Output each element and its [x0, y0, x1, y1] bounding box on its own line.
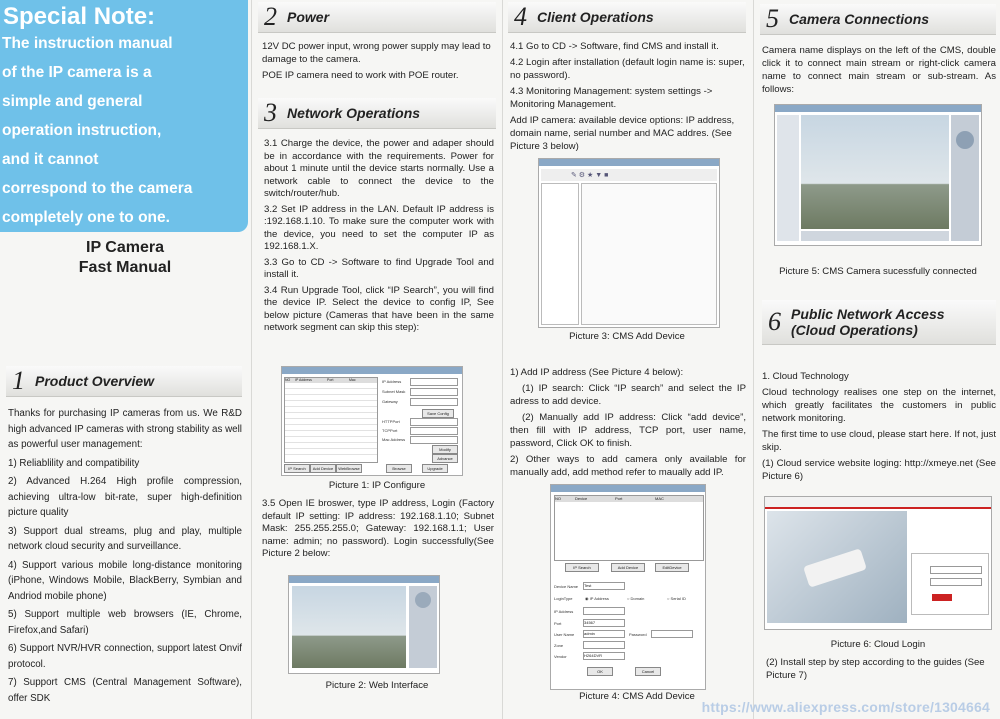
camera-text: Camera name displays on the left of the CMS, double click it to connect main stream or right-click camera name to connect main stream or sub-stream. As follows:	[762, 45, 996, 95]
table-header	[555, 496, 703, 502]
password-field[interactable]	[930, 578, 982, 586]
radio-domain[interactable]: ○ Domain	[627, 596, 645, 601]
column-header: Device	[575, 496, 588, 501]
label-vendor: Vendor	[554, 654, 567, 659]
upgrade-button[interactable]: Upgrade	[422, 464, 448, 473]
toolbar-icons: ✎ ⚙ ★ ▼ ■	[571, 172, 609, 179]
label-password: Password	[629, 632, 647, 637]
window-titlebar	[539, 159, 719, 166]
modify-button[interactable]: Modify	[432, 445, 458, 454]
caption-picture-6: Picture 6: Cloud Login	[830, 639, 926, 650]
device-tree[interactable]	[541, 183, 579, 325]
ptz-control-icon[interactable]	[956, 131, 974, 149]
radio-label: Serial ID	[670, 596, 686, 601]
browse-button[interactable]: Browse	[386, 464, 412, 473]
column-divider	[251, 0, 252, 719]
overview-item: 6) Support NVR/HVR connection, support latest Onvif protocol.	[8, 643, 242, 670]
section-number: 4	[514, 2, 527, 31]
label-user-name: User Name	[554, 632, 575, 637]
section-number: 5	[766, 4, 779, 33]
section-header-camera-connections	[760, 4, 996, 35]
cloud-p3: The first time to use cloud, please start here. If not, just skip.	[762, 429, 996, 453]
password-field[interactable]	[651, 630, 693, 638]
section-title: Product Overview	[35, 373, 155, 389]
ptz-control-icon[interactable]	[415, 592, 431, 608]
device-search-table	[554, 495, 704, 561]
column-3	[504, 0, 750, 719]
edit-device-button[interactable]: EditDevice	[655, 563, 689, 572]
login-button[interactable]	[932, 594, 952, 601]
section-number: 1	[12, 366, 25, 395]
overview-item: 1) Reliablility and compatibility	[8, 457, 140, 469]
client-add-text	[510, 366, 746, 482]
section-title: Power	[287, 9, 330, 25]
store-watermark: https://www.aliexpress.com/store/1304664	[701, 699, 990, 715]
network-p3: 3.3 Go to CD -> Software to find Upgrade Tool and install it.	[264, 256, 494, 280]
section-header-cloud	[762, 300, 996, 345]
network-p5: 3.5 Open IE broswer, type IP address, Login (Factory default IP setting: IP address: 192.168.1.10; Subnet Mask: 255.255.255.0; Gateway: 192.168.1.1; User name: admin; no password). Login successfully(See Picture 2 below:	[262, 498, 494, 559]
label-http-port: HTTPPort	[382, 419, 400, 424]
column-divider	[502, 0, 503, 719]
picture-cms-add-device-form	[550, 484, 706, 690]
special-note-title: Special Note:	[3, 3, 156, 30]
column-header: MAC	[655, 496, 664, 501]
special-note-line: simple and general	[2, 93, 143, 110]
column-4	[756, 0, 1000, 719]
picture-cms-camera-connected	[774, 104, 982, 246]
cancel-button[interactable]: Cancel	[635, 667, 661, 676]
network-p4: 3.4 Run Upgrade Tool, click “IP Search”, you will find the device IP. Select the device to config IP, See below picture (Cameras that have been in the same network segment can skip this step):	[264, 284, 494, 333]
special-note-body	[0, 29, 248, 232]
client-p4: Add IP camera: available device options: IP address, domain name, serial number and MAC addres. (See Picture 3 below)	[510, 115, 735, 152]
section-title: Network Operations	[287, 105, 421, 121]
label-ip-address: IP Address	[382, 379, 402, 384]
power-text	[262, 40, 498, 85]
cloud-p2: Cloud technology realises one step on the internet, which greatly facilitates the customers in public network monitoring.	[762, 387, 996, 424]
login-panel	[911, 553, 989, 615]
window-titlebar	[775, 105, 981, 112]
client-text	[510, 40, 746, 156]
overview-item: 4) Support various mobile long-distance monitoring (iPhone, Windows Mobile, BlackBerry, Symbian and Andriod mobile phone)	[8, 559, 242, 602]
client-p5: 1) Add IP address (See Picture 4 below):	[510, 367, 684, 378]
mac-field[interactable]	[410, 436, 458, 444]
power-p2: POE IP camera need to work with POE router.	[262, 70, 459, 81]
overview-item: 2) Advanced H.264 High profile compression, achieving ultra-low bit-rate, super high-definition picture quality	[8, 476, 242, 518]
radio-ip-address[interactable]: ◉ IP Address	[585, 596, 609, 601]
label-subnet-mask: Subnet Mask	[382, 389, 406, 394]
radio-serial-id[interactable]: ○ Serial ID	[667, 596, 686, 601]
caption-picture-1: Picture 1: IP Configure	[328, 480, 426, 491]
network-p2: 3.2 Set IP address in the LAN. Default IP address is :192.168.1.10. To make sure the computer work with the device, you need to set the computer IP as 192.168.1.X.	[264, 203, 494, 252]
special-note-line: of the IP camera is a	[2, 64, 152, 81]
window-titlebar	[282, 367, 462, 374]
vendor-select[interactable]: H264DVR	[583, 652, 625, 660]
special-note-line: The instruction manual	[2, 35, 173, 52]
label-ip-address: IP Address	[554, 609, 574, 614]
network-text	[264, 138, 494, 338]
http-port-field[interactable]	[410, 418, 458, 426]
picture-cms-add-device	[538, 158, 720, 328]
table-row[interactable]	[285, 449, 377, 455]
tcp-port-field[interactable]	[410, 427, 458, 435]
view-toolbar	[801, 231, 949, 241]
caption-picture-3: Picture 3: CMS Add Device	[569, 331, 685, 342]
column-header: Port	[615, 496, 623, 501]
overview-intro: Thanks for purchasing IP cameras from us. We R&D high advanced IP cameras with strong stability as well as powerful user management:	[8, 408, 242, 450]
client-p2: 4.2 Login after installation (default login name is: super, no password).	[510, 57, 745, 81]
subnet-field[interactable]	[410, 388, 458, 396]
section-title: Camera Connections	[789, 11, 930, 27]
ip-search-button[interactable]: IP Search	[565, 563, 599, 572]
manual-title-line1: IP Camera	[86, 239, 164, 256]
cloud-p1: 1. Cloud Technology	[762, 371, 849, 382]
browser-titlebar	[289, 576, 439, 583]
ip-search-button[interactable]: IP Search	[284, 464, 310, 473]
camera-list-panel[interactable]	[777, 115, 799, 241]
section-header-product-overview	[6, 366, 242, 397]
section-subtitle: (Cloud Operations)	[791, 322, 918, 338]
save-config-button[interactable]: Save Config	[422, 409, 454, 418]
user-name-field[interactable]: admin	[583, 630, 625, 638]
label-mac-address: Mac Address	[382, 437, 406, 442]
network-p1: 3.1 Charge the device, the power and adaper should be in accordance with the requirements. Power for about 1 minute until the device starts normally. Use a network cable to connect the device to the switch/router/hub.	[264, 138, 494, 199]
overview-item: 5) Support multiple web browsers (IE, Chrome, Firefox,and Safari)	[8, 609, 242, 636]
column-header: Mac	[349, 378, 356, 382]
label-zone: Zone	[554, 643, 564, 648]
label-tcp-port: TCPPort	[382, 428, 398, 433]
column-2	[254, 0, 500, 719]
client-p6: (1) IP search: Click “IP search” and select the IP adress to add device.	[510, 383, 746, 407]
add-device-button[interactable]: Add Device	[310, 464, 336, 473]
table-header	[285, 378, 377, 383]
username-field[interactable]	[930, 566, 982, 574]
label-device-name: Device Name	[554, 584, 579, 589]
label-login-type: LoginType	[554, 596, 573, 601]
manual-title	[40, 238, 210, 278]
section-header-network	[258, 98, 496, 129]
special-note-line: and it cannot	[2, 151, 99, 168]
camera-view	[292, 586, 406, 668]
picture-web-interface	[288, 575, 440, 674]
client-p1: 4.1 Go to CD -> Software, find CMS and install it.	[510, 41, 719, 52]
column-1	[0, 0, 250, 719]
site-header	[765, 497, 991, 509]
cloud-p5: (2) Install step by step according to the guides (See Picture 7)	[766, 657, 985, 681]
section-header-power	[258, 2, 496, 33]
column-divider	[753, 0, 754, 719]
port-field[interactable]: 34567	[583, 619, 625, 627]
picture-cloud-login	[764, 496, 992, 630]
overview-item: 3) Support dual streams, plug and play, multiple network cloud security and surveillance.	[8, 525, 242, 552]
label-gateway: Gateway	[382, 399, 398, 404]
overview-item: 7) Support CMS (Central Management Software), offer SDK	[8, 677, 242, 704]
section-number: 6	[768, 307, 781, 336]
cloud-p4: (1) Cloud service website loging: http://xmeye.net (See Picture 6)	[762, 458, 996, 482]
special-note-line: correspond to the camera	[2, 180, 193, 197]
label-port: Port	[554, 621, 562, 626]
client-p3: 4.3 Monitoring Management: system settings -> Monitoring Management.	[510, 86, 713, 110]
toolbar	[541, 169, 717, 181]
section-title: Client Operations	[537, 9, 654, 25]
section-title-block	[791, 306, 945, 338]
special-note-line: operation instruction,	[2, 122, 162, 139]
device-list-area	[581, 183, 717, 325]
web-browse-button[interactable]: WebBrowse	[336, 464, 362, 473]
special-note-box	[0, 0, 248, 232]
product-overview-text	[8, 406, 242, 709]
client-p7: (2) Manually add IP address: Click “add device”, then fill with IP address, TCP port, user name, password, Click OK to finish.	[510, 412, 746, 449]
column-header: NO	[555, 496, 561, 501]
section-header-client	[508, 2, 746, 33]
device-name-field[interactable]: Test	[583, 582, 625, 590]
gateway-field[interactable]	[410, 398, 458, 406]
ok-button[interactable]: OK	[587, 667, 613, 676]
client-p8: 2) Other ways to add camera only available for manually add, add method refer to maually add IP.	[510, 454, 746, 478]
live-camera-view	[801, 115, 949, 229]
section-number: 2	[264, 2, 277, 31]
column-header: Port	[327, 378, 334, 382]
window-titlebar	[551, 485, 705, 492]
column-header: IP Address	[295, 378, 312, 382]
caption-picture-4: Picture 4: CMS Add Device	[579, 691, 695, 702]
radio-label: IP Address	[589, 596, 609, 601]
caption-picture-5: Picture 5: CMS Camera sucessfully connected	[779, 266, 977, 277]
picture-ip-configure	[281, 366, 463, 476]
power-p1: 12V DC power input, wrong power supply may lead to damage to the camera.	[262, 41, 491, 65]
zone-select[interactable]	[583, 641, 625, 649]
special-note-line: completely one to one.	[2, 209, 170, 226]
ip-address-field[interactable]	[410, 378, 458, 386]
section-number: 3	[264, 98, 277, 127]
add-device-button[interactable]: Add Device	[611, 563, 645, 572]
radio-label: Domain	[630, 596, 645, 601]
advance-button[interactable]: Advance	[432, 454, 458, 463]
manual-title-line2: Fast Manual	[78, 259, 172, 276]
caption-picture-2: Picture 2: Web Interface	[325, 680, 429, 691]
column-header: NO	[285, 378, 291, 382]
section-title: Public Network Access	[791, 306, 945, 322]
device-table	[284, 377, 378, 463]
cloud-text	[762, 370, 996, 486]
ip-address-field[interactable]	[583, 607, 625, 615]
